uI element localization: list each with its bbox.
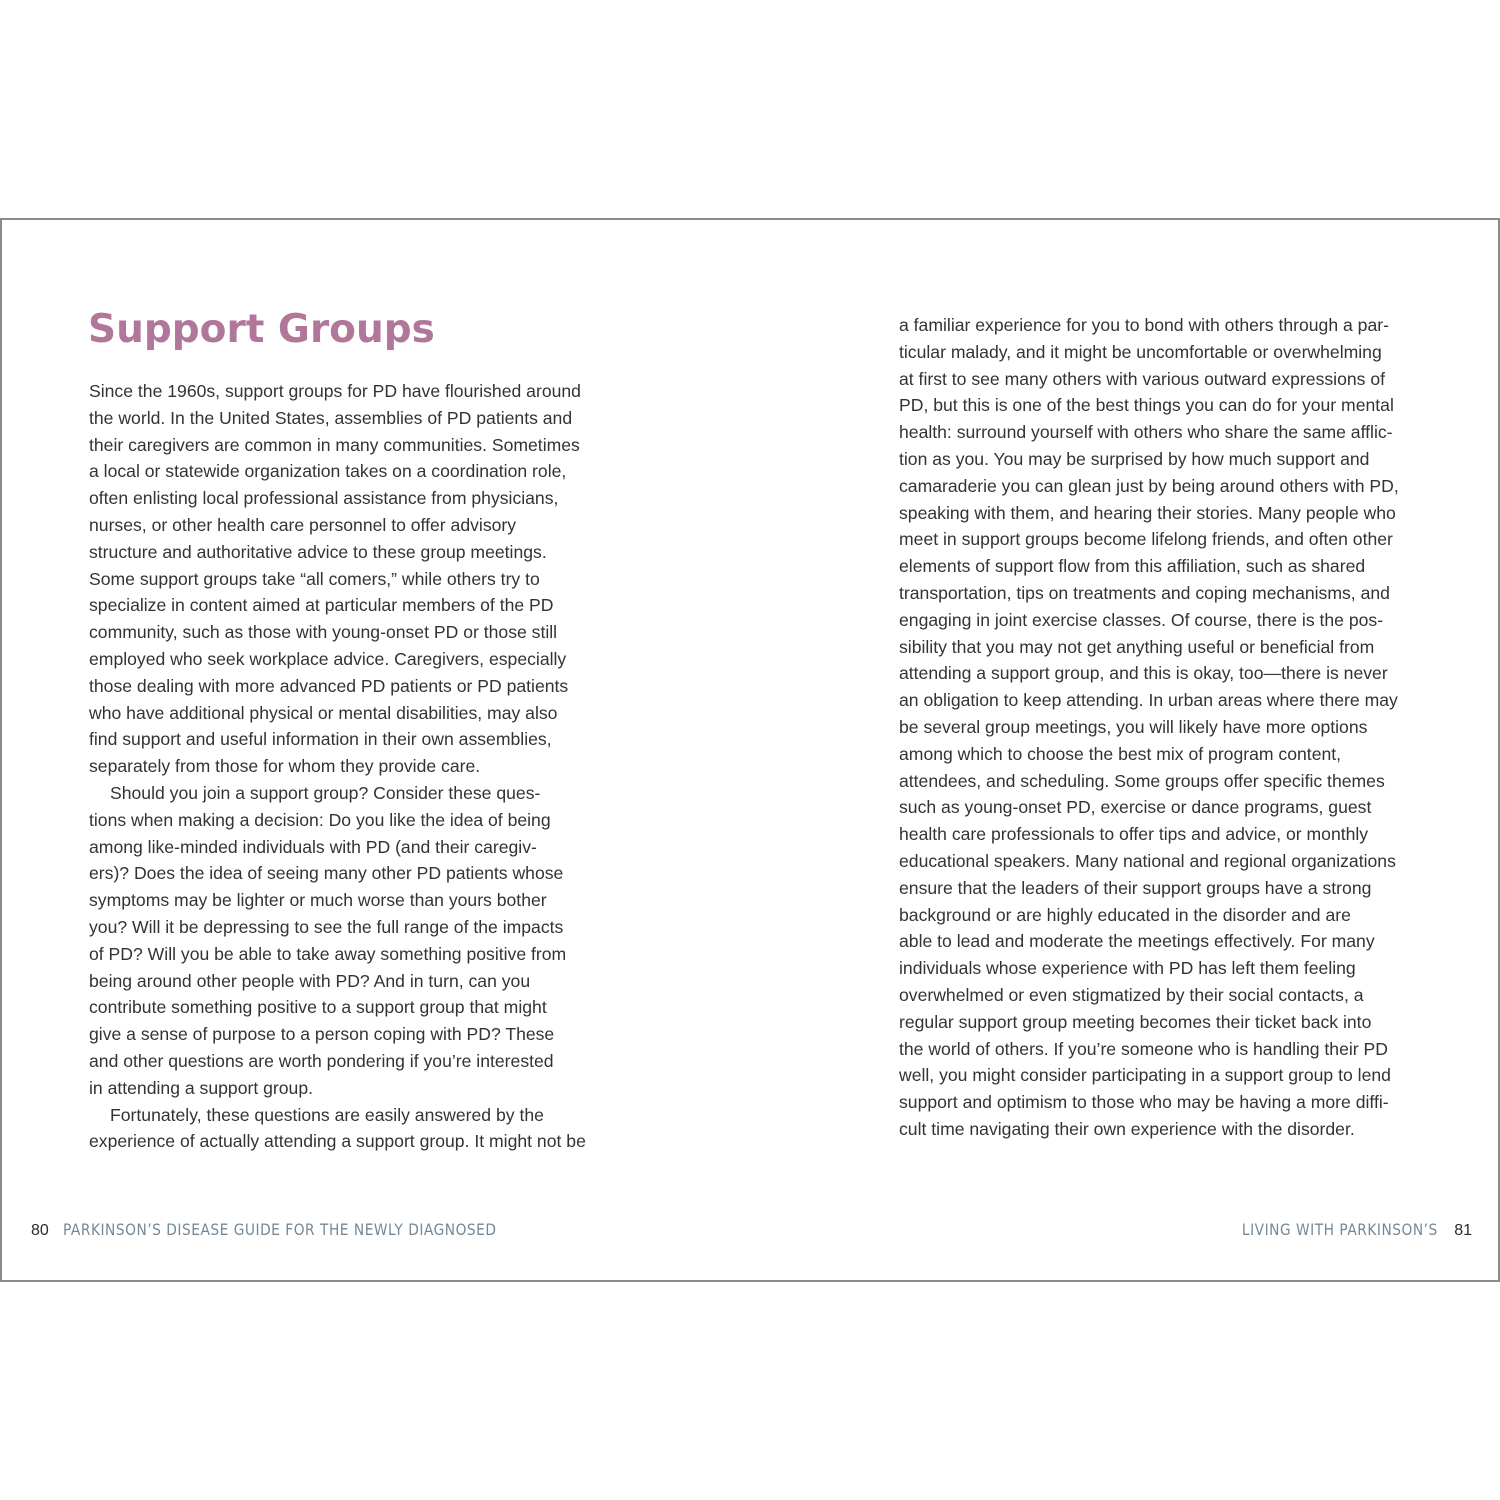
left-body-line: and other questions are worth pondering if you’re interested [89,1050,554,1071]
left-body-line: separately from those for whom they provide care. [89,756,481,777]
right-body-line: individuals whose experience with PD has left them feeling [899,958,1356,979]
right-body-line: a familiar experience for you to bond with others through a par- [899,315,1389,335]
right-body-line: cult time navigating their own experience with the disorder. [899,1118,1355,1139]
right-body-line: tion as you. You may be surprised by how much support and [899,448,1370,469]
right-body-line: regular support group meeting becomes their ticket back into [899,1011,1372,1032]
left-body-line: Since the 1960s, support groups for PD have flourished around [89,381,581,401]
right-page-body [899,312,1399,1143]
right-body-line: transportation, tips on treatments and coping mechanisms, and [899,582,1390,603]
right-body-line: educational speakers. Many national and regional organizations [899,850,1396,871]
section-heading: Support Groups [88,307,435,352]
right-running-head: LIVING WITH PARKINSON’S [1242,1220,1439,1239]
left-body-line: Some support groups take “all comers,” while others try to [89,568,540,589]
right-body-line: health: surround yourself with others who share the same afflic- [899,422,1393,443]
right-body-line: speaking with them, and hearing their stories. Many people who [899,502,1396,523]
left-body-line: often enlisting local professional assistance from physicians, [89,488,559,509]
right-body-line: ensure that the leaders of their support groups have a strong [899,877,1372,898]
left-body-line: of PD? Will you be able to take away something positive from [89,943,567,964]
right-body-line: health care professionals to offer tips and advice, or monthly [899,824,1369,845]
right-body-line: camaraderie you can glean just by being around others with PD, [899,475,1399,496]
left-body-line: symptoms may be lighter or much worse than yours bother [89,890,547,911]
right-body-line: an obligation to keep attending. In urban areas where there may [899,690,1398,711]
right-body-line: the world of others. If you’re someone who is handling their PD [899,1038,1388,1059]
left-body-line: Should you join a support group? Consider these ques- [110,782,541,803]
left-body-line: specialize in content aimed at particular members of the PD [89,595,554,616]
left-body-line: who have additional physical or mental disabilities, may also [89,702,558,723]
left-body-line: contribute something positive to a support group that might [89,997,547,1018]
left-body-line: find support and useful information in their own assemblies, [89,729,552,750]
right-body-line: background or are highly educated in the disorder and are [899,904,1351,925]
left-body-line: employed who seek workplace advice. Caregivers, especially [89,648,567,669]
right-body-line: attending a support group, and this is okay, too—there is never [899,663,1388,684]
right-body-line: be several group meetings, you will likely have more options [899,716,1368,737]
left-body-line: nurses, or other health care personnel to offer advisory [89,514,517,535]
book-spread [0,218,1500,1282]
left-body-line: the world. In the United States, assemblies of PD patients and [89,407,573,428]
left-body-line: give a sense of purpose to a person coping with PD? These [89,1024,555,1045]
right-body-line: ticular malady, and it might be uncomfortable or overwhelming [899,341,1382,362]
left-body-line: in attending a support group. [89,1077,313,1098]
right-body-line: at first to see many others with various outward expressions of [899,368,1386,389]
right-body-line: such as young-onset PD, exercise or dance programs, guest [899,797,1372,818]
left-body-line: Fortunately, these questions are easily answered by the [110,1104,544,1125]
left-body-line: those dealing with more advanced PD patients or PD patients [89,675,569,696]
left-page-body [89,378,586,1155]
right-body-line: elements of support flow from this affiliation, such as shared [899,556,1366,577]
left-body-line: experience of actually attending a support group. It might not be [89,1131,586,1152]
right-body-line: support and optimism to those who may be having a more diffi- [899,1092,1389,1113]
right-body-line: meet in support groups become lifelong friends, and often other [899,529,1393,550]
left-body-line: their caregivers are common in many communities. Sometimes [89,434,580,455]
left-body-line: among like-minded individuals with PD (and their caregiv- [89,836,537,857]
left-page-number: 80 [31,1222,49,1239]
left-page-footer [31,1218,567,1242]
left-body-line: being around other people with PD? And in turn, can you [89,970,531,991]
right-body-line: attendees, and scheduling. Some groups offer specific themes [899,770,1385,791]
left-body-line: a local or statewide organization takes on a coordination role, [89,461,567,482]
left-body-line: you? Will it be depressing to see the full range of the impacts [89,916,564,937]
right-body-line: well, you might consider participating in a support group to lend [899,1065,1391,1086]
left-body-line: ers)? Does the idea of seeing many other PD patients whose [89,863,564,884]
right-page-number: 81 [1454,1222,1472,1239]
left-body-line: tions when making a decision: Do you like the idea of being [89,809,551,830]
right-body-line: among which to choose the best mix of program content, [899,743,1342,764]
left-body-line: community, such as those with young-onset PD or those still [89,622,558,643]
right-body-line: PD, but this is one of the best things you can do for your mental [899,395,1394,416]
right-body-line: able to lead and moderate the meetings effectively. For many [899,931,1375,952]
right-body-line: sibility that you may not get anything useful or beneficial from [899,636,1375,657]
right-page-footer [1210,1218,1472,1242]
right-body-line: engaging in joint exercise classes. Of course, there is the pos- [899,609,1384,630]
left-running-head: PARKINSON’S DISEASE GUIDE FOR THE NEWLY DIAGNOSED [62,1220,497,1239]
left-body-line: structure and authoritative advice to these group meetings. [89,541,547,562]
right-body-line: overwhelmed or even stigmatized by their social contacts, a [899,984,1364,1005]
